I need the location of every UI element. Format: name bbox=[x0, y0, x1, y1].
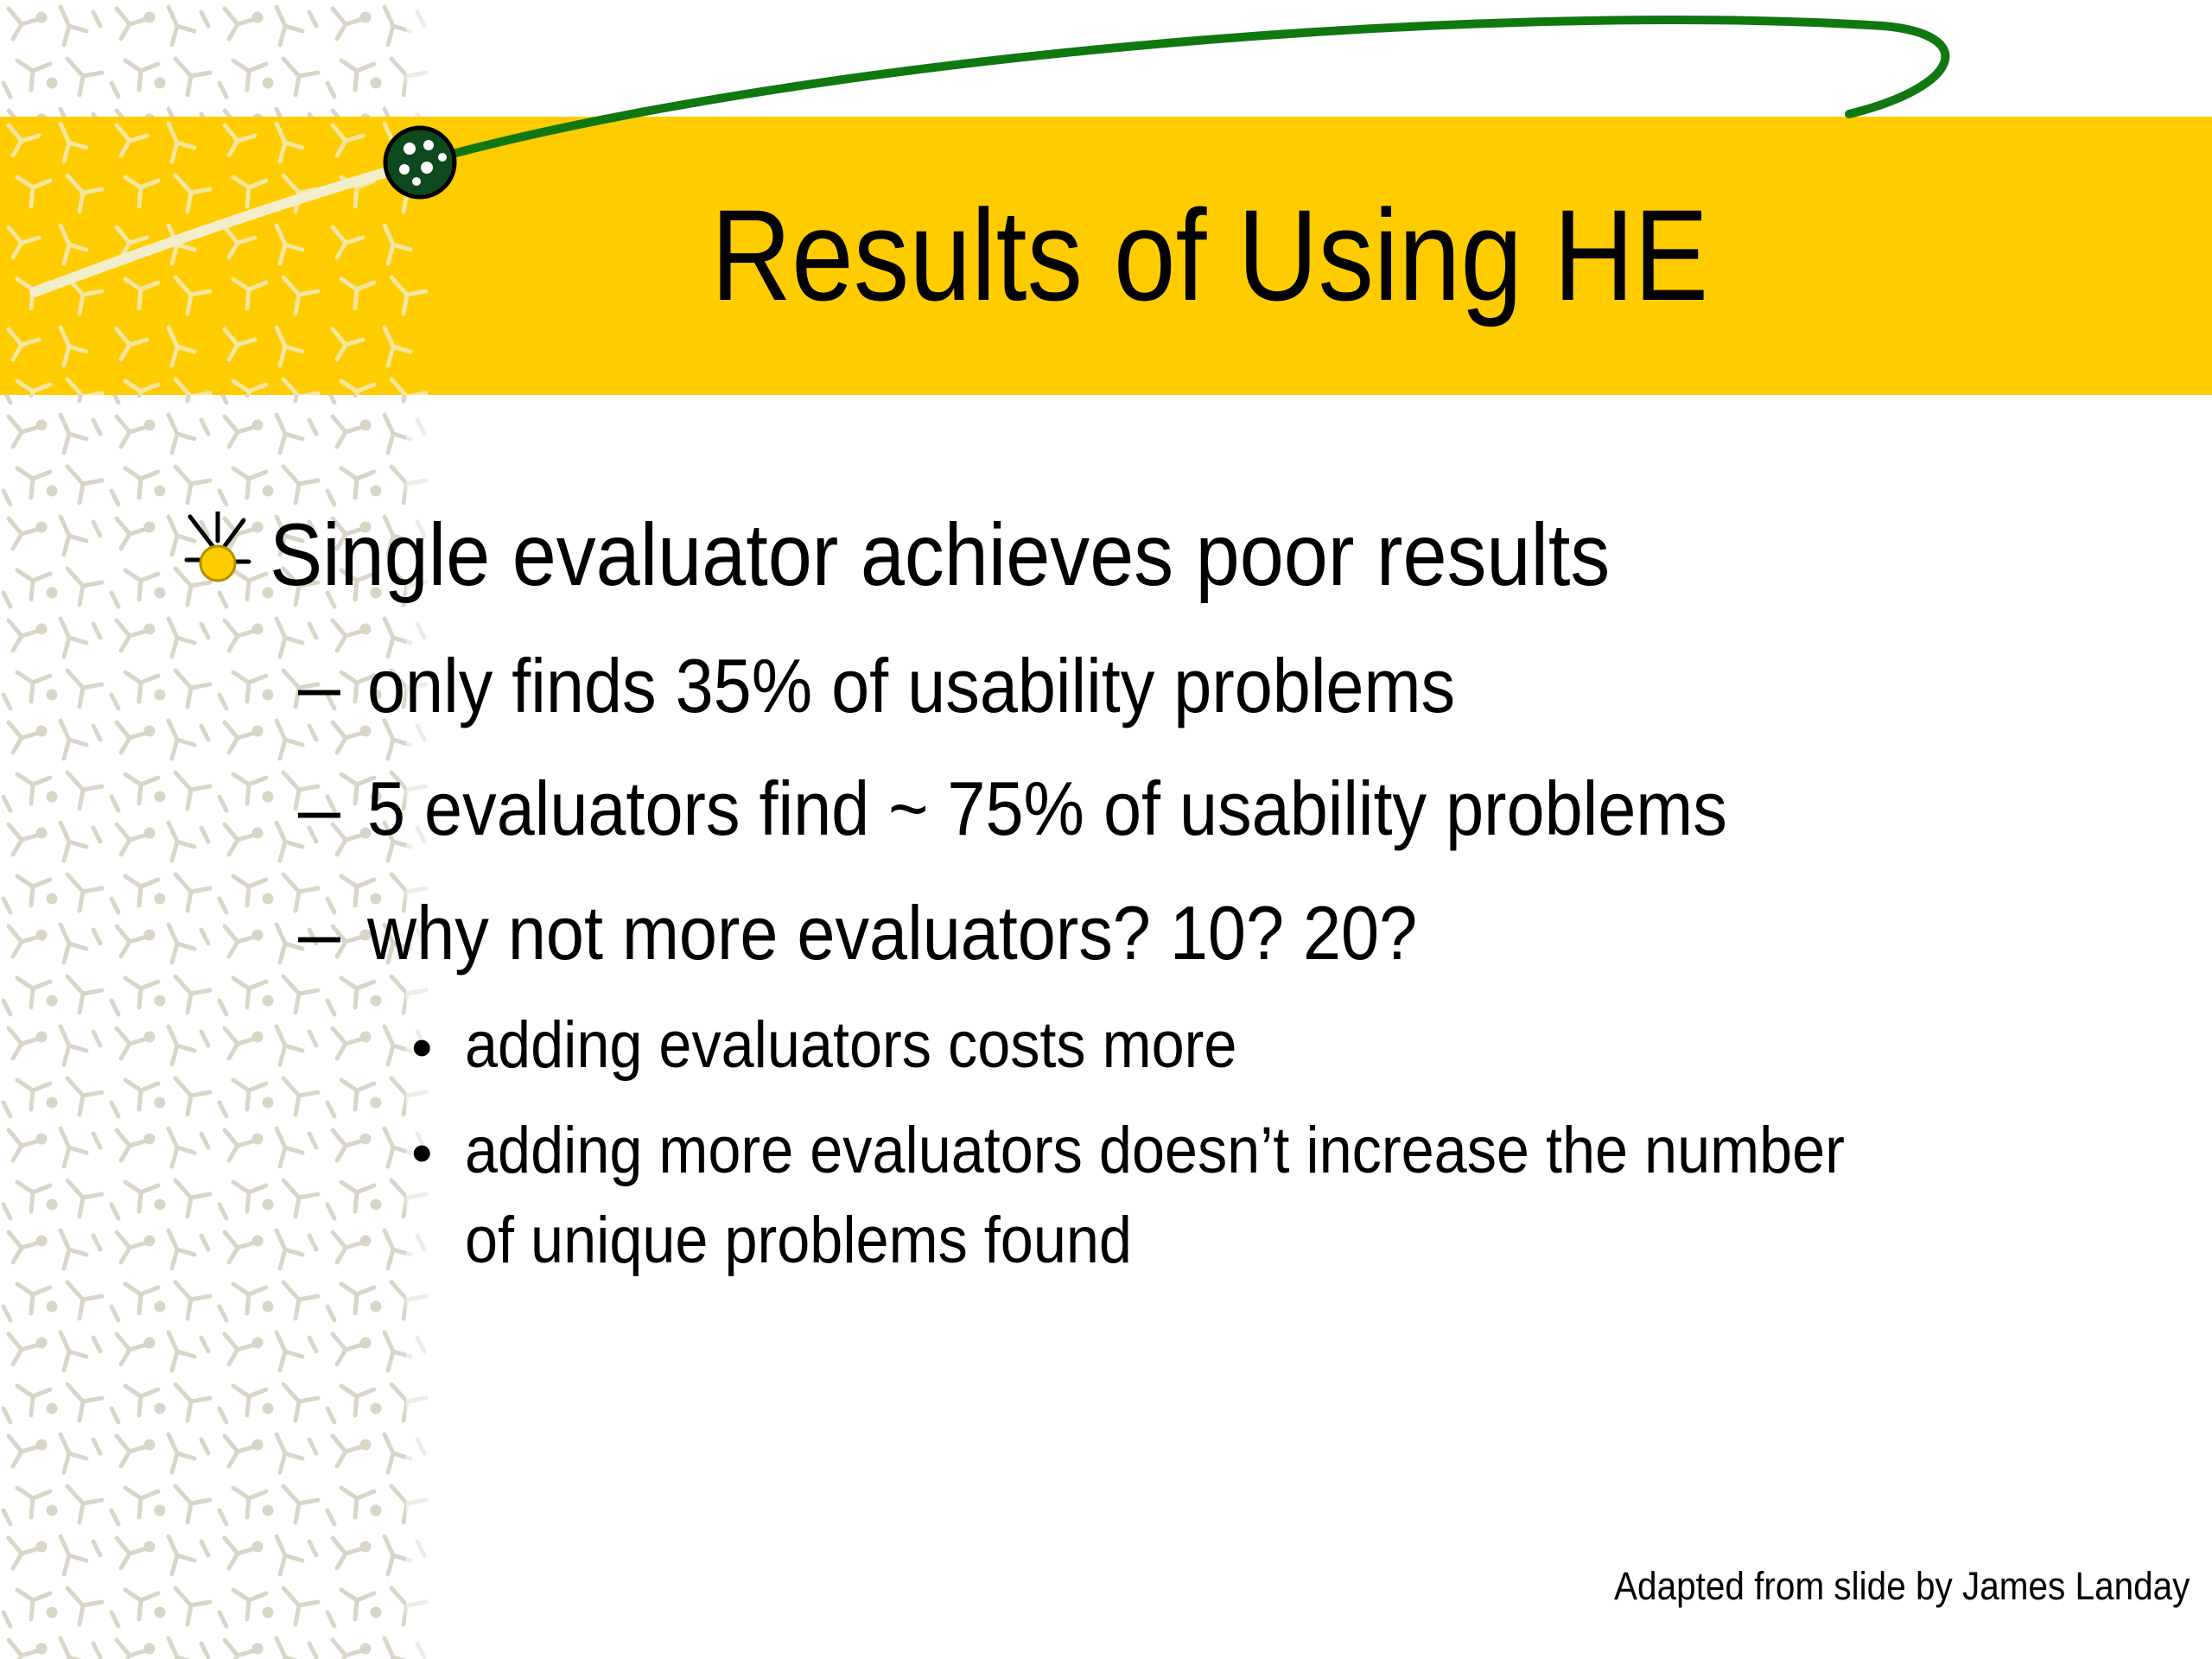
star-cell-bullet-icon bbox=[183, 512, 252, 589]
dash-marker: – bbox=[298, 643, 340, 728]
green-dot-icon bbox=[385, 128, 454, 197]
dot-marker: • bbox=[411, 1014, 433, 1081]
subitem-35-percent: only finds 35% of usability problems bbox=[367, 643, 1456, 728]
dash-marker: – bbox=[298, 766, 340, 851]
subitem-why-not-more: why not more evaluators? 10? 20? bbox=[367, 890, 1418, 976]
dash-marker: – bbox=[298, 890, 340, 976]
subitem-5-evaluators: 5 evaluators find ~ 75% of usability problems bbox=[367, 766, 1727, 851]
subsub-costs-more: adding evaluators costs more bbox=[465, 1008, 1237, 1082]
slide-credit: Adapted from slide by James Landay bbox=[1613, 1564, 2190, 1608]
bullet-single-evaluator: Single evaluator achieves poor results bbox=[270, 505, 1611, 604]
dot-marker: • bbox=[411, 1119, 433, 1186]
subsub-unique-problems: adding more evaluators doesn’t increase the number of unique problems found bbox=[465, 1114, 1845, 1277]
slide-title: Results of Using HE bbox=[710, 182, 1709, 327]
